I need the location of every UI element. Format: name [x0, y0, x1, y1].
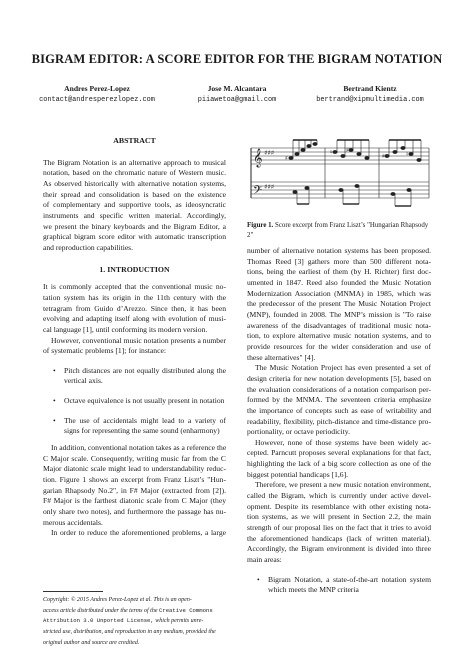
copyright-line: access article distributed under the terms of the — [43, 607, 158, 614]
bullet-dot: • — [53, 396, 56, 406]
copyright-line: original author and source are credited. — [43, 639, 140, 646]
body-line: called the Bigram, which is currently under active devel- — [247, 491, 431, 501]
left-column — [43, 136, 226, 539]
bullet-dot: • — [53, 415, 56, 425]
body-line: umented in 1847. Reed also founded the Music Notation — [247, 277, 431, 287]
body-line: strength of our proposal lies on the fact that it tries to avoid — [247, 523, 431, 533]
author-email[interactable]: piiawetoa@gmail.com — [197, 96, 277, 104]
list-item — [43, 416, 226, 437]
body-line: of systematic problems [1]; for instance: — [43, 346, 166, 356]
body-line: awareness of the disadvantages of traditional music nota- — [247, 320, 431, 330]
body-line: formed by the MNMA. The seventeen criteria emphasize — [247, 395, 431, 405]
body-line: In addition, conventional notation takes as a reference the — [51, 443, 226, 453]
body-line: merous accidentals. — [43, 517, 103, 527]
list-item-line: signs for representing the same sound (enharmony) — [64, 426, 220, 436]
svg-text:♮: ♮ — [330, 149, 333, 156]
copyright-line: stricted use, distribution, and reproduction in any medium, provided the — [43, 629, 216, 636]
right-column — [247, 246, 431, 596]
body-line: only share two notes), and furthermore the passage has nu- — [43, 507, 226, 517]
abstract-line: instruments and specific written material. Accordingly, — [43, 210, 226, 220]
list-item — [43, 396, 226, 407]
body-line: cepted. Parncutt proposes several explanations for that fact, — [247, 448, 431, 458]
list-item — [43, 366, 226, 387]
author-block — [172, 84, 302, 104]
body-line: the evaluation considerations of a notation comparison per- — [247, 384, 431, 394]
body-line: The Music Notation Project has even presented a set of — [255, 363, 431, 373]
abstract-line: The Bigram Notation is an alternative approach to musical — [43, 157, 226, 167]
abstract-line: their spread and consolidation is based on the existence — [43, 189, 226, 199]
body-line: In order to reduce the aforementioned problems, a large — [51, 528, 226, 538]
body-line: tion, to explore alternative music notation systems, and to — [247, 331, 431, 341]
body-line: F# Major is the farthest diatonic scale from C Major (they — [43, 496, 226, 506]
bullet-dot: • — [53, 365, 56, 375]
list-item — [247, 575, 431, 596]
figure-caption-text: Score excerpt from Franz Liszt’s "Hungarian Rhapsody 2" — [247, 222, 429, 239]
list-item-line: Bigram Notation, a state-of-the-art notation system — [268, 574, 431, 584]
body-line: number of alternative notation systems has been proposed. — [247, 246, 431, 255]
license-link[interactable]: Creative Commons — [158, 606, 213, 614]
copyright-line: which permits unre- — [153, 618, 204, 625]
areas-list — [247, 575, 431, 596]
abstract-line: notation, based on the chromatic nature of Western music. — [43, 168, 226, 178]
abstract-line: and reproduction capabilities. — [43, 242, 134, 252]
body-line: provide resources for the wider consideration and use of — [247, 341, 431, 351]
svg-text:𝄞: 𝄞 — [253, 148, 263, 167]
svg-text:♯: ♯ — [285, 155, 288, 162]
author-email[interactable]: bertrand@xipmultimedia.com — [316, 96, 424, 104]
abstract-line: graphical bigram score editor with automatic transcription — [43, 232, 226, 242]
body-line: highlighting the lack of a big score collection as one of the — [247, 459, 431, 469]
figure-caption-label: Figure 1. — [247, 222, 274, 229]
figure-caption — [247, 221, 431, 240]
author-name: Andres Perez-Lopez — [64, 84, 130, 93]
body-line: Modernization Association (MNMA) in 1985, which was — [247, 288, 431, 298]
body-line: Therefore, we present a new music notation environment, — [255, 480, 431, 490]
list-item-line: vertical axis. — [64, 376, 103, 386]
body-line: tetragram from Guido d’Arezzo. Since then, it has been — [43, 303, 226, 313]
author-email[interactable]: contact@andresperezlopez.com — [39, 96, 155, 104]
body-line: design criteria for new notation developments [5], based on — [247, 373, 431, 383]
body-line: portionality, or octave periodicity. — [247, 427, 350, 437]
body-line: However, none of those systems have been widely ac- — [255, 437, 431, 447]
body-line: tions, being the earliest of them (by H. Richter) first doc- — [247, 267, 431, 277]
body-line: tion. Figure 1 shows an excerpt from Franz Liszt’s "Hun- — [43, 475, 226, 485]
copyright-line: Copyright: © 2015 Andres Perez-Lopez et al. This is an open- — [43, 597, 192, 603]
body-line: tation system has its origin in the 11th century with the — [43, 292, 226, 302]
abstract-line: we present the binary keyboards and the Bigram Editor, a — [43, 221, 226, 231]
body-line: these alternatives" [4]. — [247, 352, 316, 362]
body-line: It is commonly accepted that the conventional music no- — [43, 282, 226, 292]
body-line: main areas: — [247, 555, 282, 565]
body-line: However, conventional music notation presents a number — [51, 335, 226, 345]
svg-text:𝄢: 𝄢 — [253, 184, 263, 200]
body-line: tion systems, as we will present in Section 2.2, the main — [247, 512, 431, 522]
body-line: readability, flexibility, pitch-distance and time-distance pro- — [247, 416, 431, 426]
body-line: biggest potential handicaps [1,6]. — [247, 469, 349, 479]
abstract-line: of complementary and supportive tools, as ideosyncratic — [43, 200, 226, 210]
body-line: Thomas Reed [3] gathers more than 500 different nota- — [247, 256, 431, 266]
body-line: garian Rhapsody No.2", in F# Major (extracted from [2]). — [43, 485, 226, 495]
list-item-line: which meets the MNP criteria — [268, 585, 359, 595]
list-item-line: The use of accidentals might lead to a variety of — [64, 415, 226, 425]
score-excerpt-image — [247, 136, 431, 216]
svg-text:♯: ♯ — [382, 153, 385, 160]
author-name: Jose M. Alcantara — [207, 84, 267, 93]
list-item-line: Pitch distances are not equally distributed along the — [64, 365, 226, 375]
svg-text:♯♯♯: ♯♯♯ — [264, 149, 275, 157]
body-line: cal language [1], until conforming its modern version. — [43, 324, 208, 334]
author-block — [296, 84, 444, 104]
license-link[interactable]: Attribution 3.0 Unported License, — [43, 617, 154, 625]
body-line: the aforementioned handicaps (lack of written material). — [247, 533, 431, 543]
body-line: C Major scale. Consequently, writing music far from the C — [43, 453, 226, 463]
author-name: Bertrand Kientz — [343, 84, 397, 93]
body-line: Major diatonic scale might lead to understandability reduc- — [43, 464, 226, 474]
svg-text:♯: ♯ — [346, 147, 349, 154]
copyright-notice — [43, 595, 226, 649]
body-line: Accordingly, the Bigram environment is divided into three — [247, 544, 431, 554]
paper-title: BIGRAM EDITOR: A SCORE EDITOR FOR THE BIGRAM NOTATION — [31, 52, 443, 66]
footnote-rule — [43, 591, 103, 592]
abstract-heading: ABSTRACT — [113, 136, 156, 145]
body-line: the importance of concepts such as ease of writability and — [247, 405, 431, 415]
body-line: (MNP), founded in 2008. The MNP’s mission is "To raise — [247, 309, 431, 319]
body-line: evolving and adapting itself along with evolution of musi- — [43, 314, 226, 324]
svg-text:♯♯♯: ♯♯♯ — [264, 183, 275, 191]
problem-list — [43, 366, 226, 437]
body-line: opment. Despite its resemblance with other existing nota- — [247, 501, 431, 511]
bullet-dot: • — [257, 574, 260, 584]
score-figure — [247, 136, 431, 224]
abstract-line: As observed historically with alternative notation systems, — [43, 178, 226, 188]
intro-heading: 1. INTRODUCTION — [99, 264, 170, 274]
author-block — [32, 84, 162, 104]
body-line: the predecessor of the present The Music Notation Project — [247, 299, 431, 309]
list-item-line: Octave equivalence is not usually present in notation — [64, 396, 225, 406]
svg-text:♮: ♮ — [406, 151, 409, 158]
